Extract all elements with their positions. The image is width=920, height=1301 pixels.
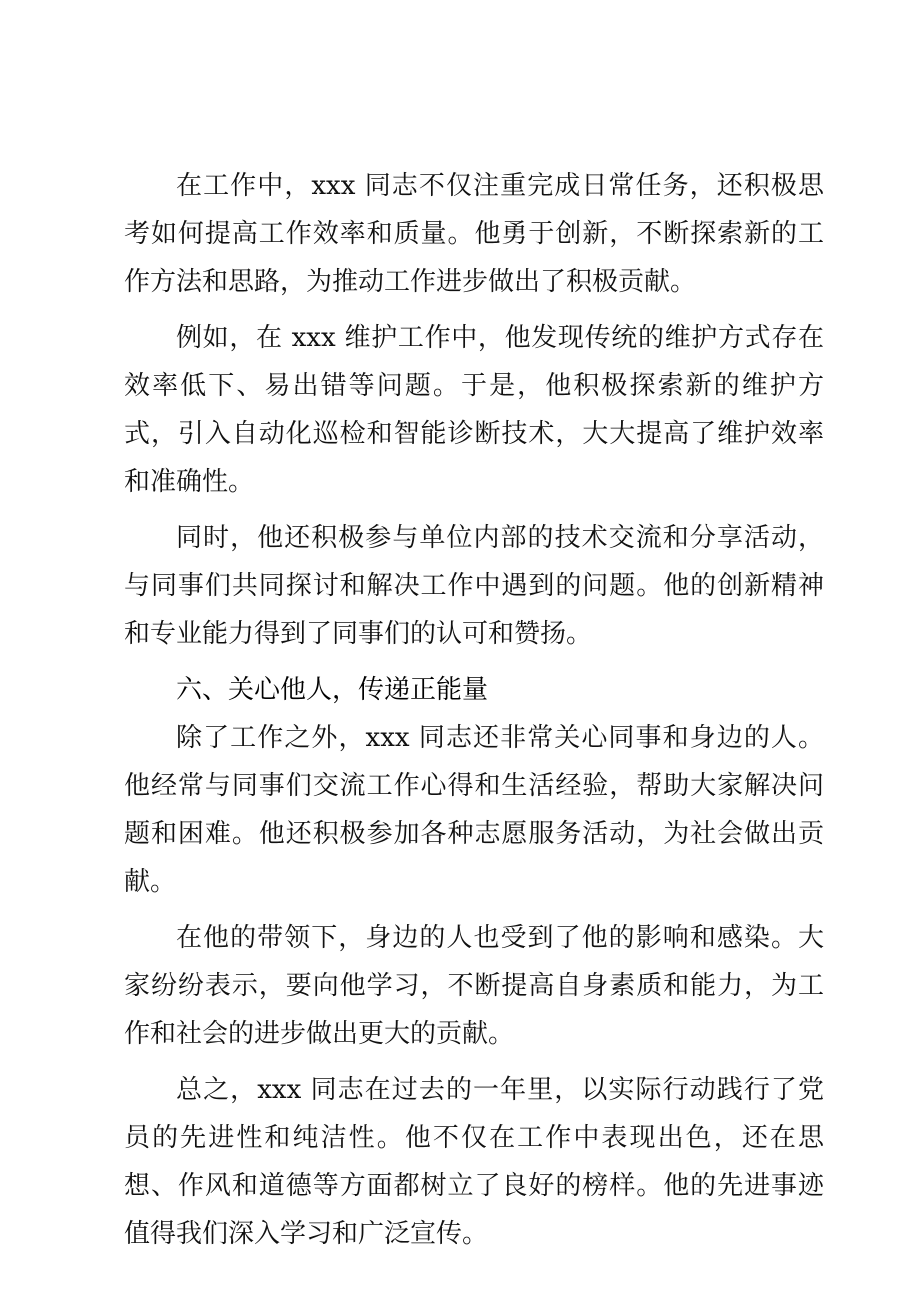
section-heading: 六、关心他人，传递正能量 bbox=[176, 675, 489, 705]
paragraph-innovation: 在工作中，xxx 同志不仅注重完成日常任务，还积极思考如何提高工作效率和质量。他勇于创新，不断探索新的工作方法和思路，为推动工作进步做出了积极贡献。 bbox=[124, 171, 824, 297]
paragraph-tech-exchange: 同时，他还积极参与单位内部的技术交流和分享活动，与同事们共同探讨和解决工作中遇到的问题。他的创新精神和专业能力得到了同事们的认可和赞扬。 bbox=[124, 523, 824, 649]
paragraph-caring-others: 除了工作之外，xxx 同志还非常关心同事和身边的人。他经常与同事们交流工作心得和生活经验，帮助大家解决问题和困难。他还积极参加各种志愿服务活动，为社会做出贡献。 bbox=[124, 723, 824, 897]
paragraph-influence: 在他的带领下，身边的人也受到了他的影响和感染。大家纷纷表示，要向他学习，不断提高自身素质和能力，为工作和社会的进步做出更大的贡献。 bbox=[124, 923, 824, 1049]
paragraph-summary: 总之，xxx 同志在过去的一年里，以实际行动践行了党员的先进性和纯洁性。他不仅在工作中表现出色，还在思想、作风和道德等方面都树立了良好的榜样。他的先进事迹值得我们深入学习和广泛宣传。 bbox=[124, 1075, 824, 1249]
document-body bbox=[124, 162, 824, 1266]
paragraph-maintenance-example: 例如，在 xxx 维护工作中，他发现传统的维护方式存在效率低下、易出错等问题。于是，他积极探索新的维护方式，引入自动化巡检和智能诊断技术，大大提高了维护效率和准确性。 bbox=[124, 323, 824, 497]
